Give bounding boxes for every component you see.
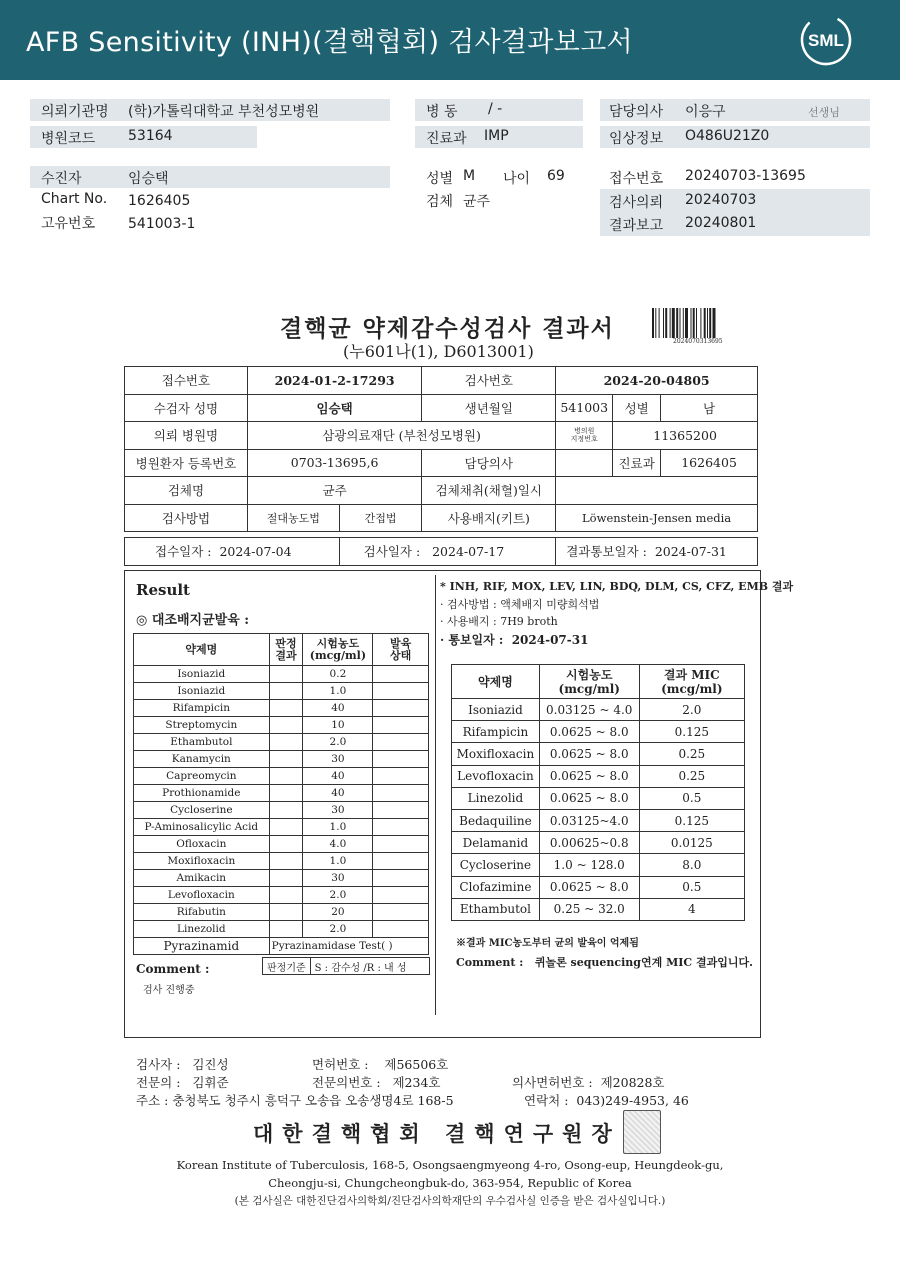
mic-notify [440,631,588,648]
growth-cell [373,853,429,870]
contact [524,1091,689,1109]
doctor-label: 담당의사 [609,104,664,120]
table-row [452,876,745,898]
drug-cell: P-Aminosalicylic Acid [134,819,270,836]
growth-cell [373,904,429,921]
report-value: 20240801 [685,215,757,231]
dept-label: 진료과 [426,131,467,147]
barcode-bar [709,308,711,338]
clinical-value: O486U21Z0 [685,128,770,144]
name-value: 임승택 [247,394,422,422]
mic-drug-cell: Isoniazid [452,699,540,721]
judge-cell [269,683,303,700]
left-comment-label: Comment : [136,962,210,976]
table-row [134,836,429,853]
license [312,1055,448,1073]
table-row [134,785,429,802]
barcode-bar [683,308,684,338]
growth-cell [373,870,429,887]
conc-cell: 30 [303,802,373,819]
judge-cell [269,734,303,751]
drug-cell: Linezolid [134,921,270,938]
conc-cell: 0.2 [303,666,373,683]
table-row [134,819,429,836]
conc-cell: 2.0 [303,921,373,938]
test-no-label: 검사번호 [422,367,556,395]
hospital-code-value: 53164 [128,128,173,144]
hospital-label: 의뢰 병원명 [125,422,248,450]
growth-cell [373,836,429,853]
drug-cell: Prothionamide [134,785,270,802]
col-growth: 발육 상태 [373,634,429,666]
doctor-value: 이응구 [685,104,726,120]
growth-cell [373,802,429,819]
spec-license [312,1073,441,1091]
address-label: 주소 : [136,1093,169,1108]
barcode-bar [707,308,708,338]
table-row [452,809,745,831]
tester-value: 김진성 [192,1057,229,1072]
address [136,1091,454,1109]
judge-cell [269,802,303,819]
result-divider [435,575,436,1015]
drug-cell: Kanamycin [134,751,270,768]
table-row [452,787,745,809]
mic-note: ※결과 MIC농도부터 균의 발육이 억제됨 [456,938,639,949]
left-comment-note: 검사 진행중 [143,985,195,996]
mic-col-result: 결과 MIC (mcg/ml) [639,665,744,699]
license-label: 면허번호 : [312,1057,369,1072]
conc-cell: 4.0 [303,836,373,853]
hosp-no-value: 11365200 [613,422,758,450]
mic-medium: · 사용배지 : 7H9 broth [440,615,558,628]
growth-cell [373,751,429,768]
result-label: Result [136,581,190,599]
mic-range-cell: 1.0 ~ 128.0 [539,854,639,876]
conc-cell: 10 [303,717,373,734]
form-row [125,538,758,566]
drug-cell: Rifabutin [134,904,270,921]
judge-cell [269,751,303,768]
judge-cell [269,836,303,853]
hospital-code-label: 병원코드 [41,131,96,147]
license-value: 제56506호 [384,1057,449,1072]
hospital-value: 삼광의료재단 (부천성모병원) [247,422,555,450]
mic-comment-text: 퀴놀론 sequencing연계 MIC 결과입니다. [534,956,753,969]
barcode-bar [665,308,667,338]
birth-value: 541003 [556,394,613,422]
col-drug: 약제명 [134,634,270,666]
notify-date-value: 2024-07-31 [654,544,727,560]
chart-value: 1626405 [128,193,191,209]
reg-value: 0703-13695,6 [247,449,422,477]
hosp-no-label-line2: 지정번호 [570,435,598,444]
table-row [134,666,429,683]
solid-medium-table [133,633,429,955]
criteria-box [262,957,430,975]
table-header-row [452,665,745,699]
mic-range-cell: 0.0625 ~ 8.0 [539,743,639,765]
barcode-bar [655,308,656,338]
spec-license-label: 전문의번호 : [312,1075,381,1090]
mic-drug-cell: Moxifloxacin [452,743,540,765]
judge-cell [269,870,303,887]
table-row [452,854,745,876]
judge-cell [269,853,303,870]
dept-label: 진료과 [613,449,661,477]
form-row [125,504,758,532]
table-row [134,853,429,870]
criteria-label: 판정기준 [263,958,311,974]
doctor-license-value: 제20828호 [600,1075,665,1090]
barcode-bar [652,308,654,338]
doctor-license-label: 의사면허번호 : [512,1075,593,1090]
form-row [125,477,758,505]
form-row [125,367,758,395]
ward-label: 병 동 [426,104,458,120]
drug-cell: Capreomycin [134,768,270,785]
mic-range-cell: 0.03125~4.0 [539,809,639,831]
institution-value: (학)가톨릭대학교 부천성모병원 [128,104,320,120]
drug-cell: Ethambutol [134,734,270,751]
test-no-value: 2024-20-04805 [556,367,758,395]
logo-text: SML [808,31,844,50]
unique-value: 541003-1 [128,216,196,232]
institute-name: 대한결핵협회 결핵연구원장 [253,1121,621,1146]
mic-rows [452,699,745,921]
table-row [134,921,429,938]
notify-date-cell [556,538,758,566]
table-row [134,802,429,819]
chart-label: Chart No. [41,191,108,207]
barcode-bar [685,308,688,338]
judge-cell [269,904,303,921]
mic-value-cell: 0.25 [639,765,744,787]
mic-drug-cell: Delamanid [452,832,540,854]
judge-cell [269,666,303,683]
ward-value: / - [488,101,503,117]
table-row [134,768,429,785]
mic-drug-cell: Ethambutol [452,898,540,920]
official-seal-icon [623,1110,661,1154]
growth-cell [373,768,429,785]
tester-label: 검사자 : [136,1057,181,1072]
patient-band [30,166,390,188]
drug-cell: Amikacin [134,870,270,887]
mic-drug-cell: Levofloxacin [452,765,540,787]
judge-cell [269,768,303,785]
mic-range-cell: 0.0625 ~ 8.0 [539,721,639,743]
growth-cell [373,819,429,836]
barcode-bar [672,308,675,338]
specimen-value: 균주 [247,477,422,505]
institution-label: 의뢰기관명 [41,104,109,120]
mic-range-cell: 0.0625 ~ 8.0 [539,765,639,787]
drug-cell: Levofloxacin [134,887,270,904]
conc-cell: 2.0 [303,734,373,751]
mic-notify-value: 2024-07-31 [511,633,589,647]
tester [136,1055,229,1073]
judge-cell [269,700,303,717]
growth-cell [373,717,429,734]
solid-medium-rows [134,666,429,938]
barcode-bar [663,308,664,338]
mic-range-cell: 0.0625 ~ 8.0 [539,787,639,809]
barcode-bar [680,308,681,338]
mic-method: · 검사방법 : 액체배지 미량희석법 [440,598,600,611]
dept-value: 1626405 [661,449,758,477]
name-label: 수검자 성명 [125,394,248,422]
mic-col-drug: 약제명 [452,665,540,699]
judge-cell [269,921,303,938]
request-form-table [124,366,758,566]
barcode-bar [659,308,660,338]
conc-cell: 20 [303,904,373,921]
form-row [125,394,758,422]
clinical-label: 임상정보 [609,131,664,147]
patient-label: 수진자 [41,171,82,187]
report-title: AFB Sensitivity (INH)(결핵협회) 검사결과보고서 [26,27,633,58]
patient-value: 임승택 [128,171,169,187]
specialist-value: 김휘준 [192,1075,229,1090]
barcode-bar [696,308,697,338]
notify-date-label: 결과통보일자 : [566,544,647,560]
doctor-suffix: 선생님 [808,106,840,119]
method-label: 검사방법 [125,504,248,532]
table-row [134,700,429,717]
english-address-line2: Cheongju-si, Chungcheongbuk-do, 363-954, Republic of Korea [268,1176,632,1190]
control-medium-label: ◎ 대조배지균발육 : [136,613,250,628]
birth-label: 생년월일 [422,394,556,422]
mic-comment-label: Comment : [456,956,524,969]
mic-value-cell: 2.0 [639,699,744,721]
mic-value-cell: 0.125 [639,721,744,743]
table-row [452,699,745,721]
test-date-label: 검사일자 : [363,544,421,560]
method-a: 절대농도법 [247,504,339,532]
conc-cell: 40 [303,785,373,802]
judge-cell [269,887,303,904]
mic-value-cell: 8.0 [639,854,744,876]
growth-cell [373,700,429,717]
barcode-bar [704,308,706,338]
mic-drug-cell: Rifampicin [452,721,540,743]
hosp-no-label [556,422,613,450]
mic-value-cell: 0.5 [639,787,744,809]
growth-cell [373,785,429,802]
doc-title: 결핵균 약제감수성검사 결과서 [280,315,615,342]
mic-comment [456,954,753,970]
specimen-label: 검체명 [125,477,248,505]
doc-subtitle: (누601나(1), D6013001) [343,342,534,361]
criteria-value: S : 감수성 /R : 내 성 [314,962,407,974]
medium-value: Löwenstein-Jensen media [556,504,758,532]
dept-value: IMP [484,128,509,144]
specimen-label: 검체 [426,194,454,210]
conc-cell: 1.0 [303,853,373,870]
barcode-number: 2024070313695 [673,338,723,345]
contact-label: 연락처 : [524,1093,569,1108]
mic-value-cell: 0.25 [639,743,744,765]
table-row [134,887,429,904]
sex-label: 성별 [426,171,454,187]
growth-cell [373,887,429,904]
table-row [452,721,745,743]
conc-cell: 40 [303,768,373,785]
table-row [134,938,429,955]
mic-drug-cell: Linezolid [452,787,540,809]
address-value: 충청북도 청주시 흥덕구 오송읍 오송생명4로 168-5 [172,1093,454,1108]
mic-drug-cell: Cycloserine [452,854,540,876]
age-label: 나이 [503,171,531,187]
drug-cell: Cycloserine [134,802,270,819]
contact-value: 043)249-4953, 46 [576,1093,689,1108]
barcode-bar [676,308,678,338]
table-row [452,765,745,787]
sml-logo [796,12,856,68]
barcode [652,308,748,338]
conc-cell: 30 [303,870,373,887]
col-judge: 판정 결과 [269,634,303,666]
col-conc: 시험농도 (mcg/ml) [303,634,373,666]
recv-date-value: 2024-07-04 [219,544,292,560]
receipt-label: 접수번호 [609,171,664,187]
table-row [134,734,429,751]
method-b: 간접법 [339,504,422,532]
growth-cell [373,666,429,683]
mic-heading: * INH, RIF, MOX, LEV, LIN, BDQ, DLM, CS, CFZ, EMB 결과 [440,580,794,593]
table-row [452,832,745,854]
sex-value: M [463,168,476,184]
mic-col-conc: 시험농도 (mcg/ml) [539,665,639,699]
conc-cell: 40 [303,700,373,717]
conc-cell: 1.0 [303,683,373,700]
test-date-cell [339,538,556,566]
request-value: 20240703 [685,192,757,208]
receipt-no-value: 2024-01-2-17293 [247,367,422,395]
sex-label: 성별 [613,394,661,422]
drug-cell: Rifampicin [134,700,270,717]
specialist-label: 전문의 : [136,1075,181,1090]
receipt-no-label: 접수번호 [125,367,248,395]
barcode-bar [670,308,671,338]
table-row [134,683,429,700]
top-banner [0,0,900,80]
receipt-value: 20240703-13695 [685,168,806,184]
form-row [125,422,758,450]
table-row [134,717,429,734]
growth-cell [373,734,429,751]
pza-drug: Pyrazinamid [134,938,270,955]
table-header-row [134,634,429,666]
barcode-bar [700,308,701,338]
conc-cell: 1.0 [303,819,373,836]
sex-value: 남 [661,394,758,422]
specimen-value: 균주 [463,194,491,210]
drug-cell: Streptomycin [134,717,270,734]
doctor-value [556,449,613,477]
barcode-bar [713,308,716,338]
request-label: 검사의뢰 [609,195,664,211]
collect-label: 검체채취(채혈)일시 [422,477,556,505]
drug-cell: Moxifloxacin [134,853,270,870]
judge-cell [269,785,303,802]
test-date-value: 2024-07-17 [432,544,505,560]
form-row [125,449,758,477]
english-address-line1: Korean Institute of Tuberculosis, 168-5, Osongsaengmyeong 4-ro, Osong-eup, Heungdeok-gu, [176,1158,724,1172]
judge-cell [269,819,303,836]
hosp-no-label-line1: 병의원 [574,427,595,436]
pza-test: Pyrazinamidase Test( ) [269,938,428,955]
table-row [452,743,745,765]
age-value: 69 [547,168,565,184]
doctor-label: 담당의사 [422,449,556,477]
doctor-license [512,1073,665,1091]
table-row [134,904,429,921]
recv-date-cell [125,538,340,566]
drug-cell: Isoniazid [134,683,270,700]
mic-value-cell: 0.125 [639,809,744,831]
collect-value [556,477,758,505]
recv-date-label: 접수일자 : [155,544,212,560]
certification-note: (본 검사실은 대한진단검사의학회/진단검사의학재단의 우수검사실 인증을 받은 검사실입니다.) [234,1195,666,1207]
drug-cell: Ofloxacin [134,836,270,853]
specialist [136,1073,229,1091]
mic-range-cell: 0.0625 ~ 8.0 [539,876,639,898]
mic-drug-cell: Bedaquiline [452,809,540,831]
mic-drug-cell: Clofazimine [452,876,540,898]
mic-table [451,664,745,921]
reg-label: 병원환자 등록번호 [125,449,248,477]
table-row [134,751,429,768]
medium-label: 사용배지(키트) [422,504,556,532]
mic-range-cell: 0.00625~0.8 [539,832,639,854]
mic-value-cell: 0.0125 [639,832,744,854]
unique-label: 고유번호 [41,216,96,232]
drug-cell: Isoniazid [134,666,270,683]
mic-value-cell: 4 [639,898,744,920]
mic-range-cell: 0.25 ~ 32.0 [539,898,639,920]
report-label: 결과보고 [609,218,664,234]
mic-notify-label: · 통보일자 : [440,633,504,647]
growth-cell [373,683,429,700]
barcode-bar [693,308,695,338]
conc-cell: 30 [303,751,373,768]
table-row [134,870,429,887]
judge-cell [269,717,303,734]
table-row [452,898,745,920]
spec-license-value: 제234호 [392,1075,441,1090]
growth-cell [373,921,429,938]
barcode-bar [691,308,692,338]
mic-range-cell: 0.03125 ~ 4.0 [539,699,639,721]
mic-value-cell: 0.5 [639,876,744,898]
conc-cell: 2.0 [303,887,373,904]
